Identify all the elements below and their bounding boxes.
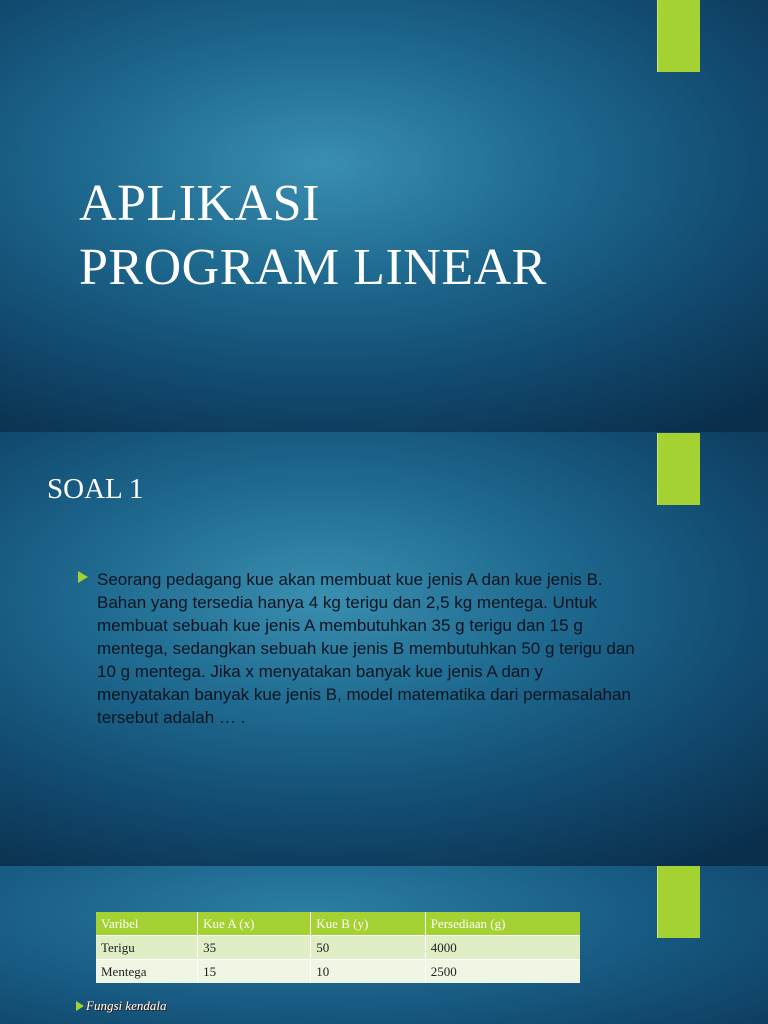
slide-title-line-1: APLIKASI [79,175,320,232]
problem-slide [0,432,768,866]
title-slide [0,0,768,432]
table-cell: 2500 [425,960,580,984]
table-cell: Mentega [96,960,198,984]
problem-bullet [78,568,638,729]
problem-heading: SOAL 1 [47,473,144,505]
table-slide [0,866,768,1024]
slide-title-line-2: PROGRAM LINEAR [79,239,547,296]
footer-bullet-text: Fungsi kendala [86,998,167,1013]
triangle-bullet-icon [78,571,88,583]
accent-bar [657,866,700,938]
ingredient-table [96,912,580,983]
table-row [96,960,580,984]
table-cell: 4000 [425,936,580,960]
table-cell: 50 [311,936,425,960]
footer-bullet [76,998,167,1014]
table-header-cell: Persediaan (g) [425,912,580,936]
accent-bar [657,0,700,72]
table-cell: 35 [198,936,311,960]
triangle-bullet-icon [76,1001,84,1011]
table-header-cell: Varibel [96,912,198,936]
accent-bar [657,433,700,505]
table-header-cell: Kue B (y) [311,912,425,936]
problem-text: Seorang pedagang kue akan membuat kue jenis A dan kue jenis B. Bahan yang tersedia hanya 4 kg terigu dan 2,5 kg mentega. Untuk membuat sebuah kue jenis A membutuhkan 35 g terigu dan 15 g mentega, sedangkan sebuah kue jenis B membutuhkan 50 g terigu dan 10 g mentega. Jika x menyatakan banyak kue jenis A dan y menyatakan banyak kue jenis B, model matematika dari permasalahan tersebut adalah … . [97,570,635,727]
table-cell: 15 [198,960,311,984]
table-row [96,936,580,960]
table-header-cell: Kue A (x) [198,912,311,936]
table-cell: 10 [311,960,425,984]
table-header-row [96,912,580,936]
slide-title [79,172,639,300]
table-cell: Terigu [96,936,198,960]
